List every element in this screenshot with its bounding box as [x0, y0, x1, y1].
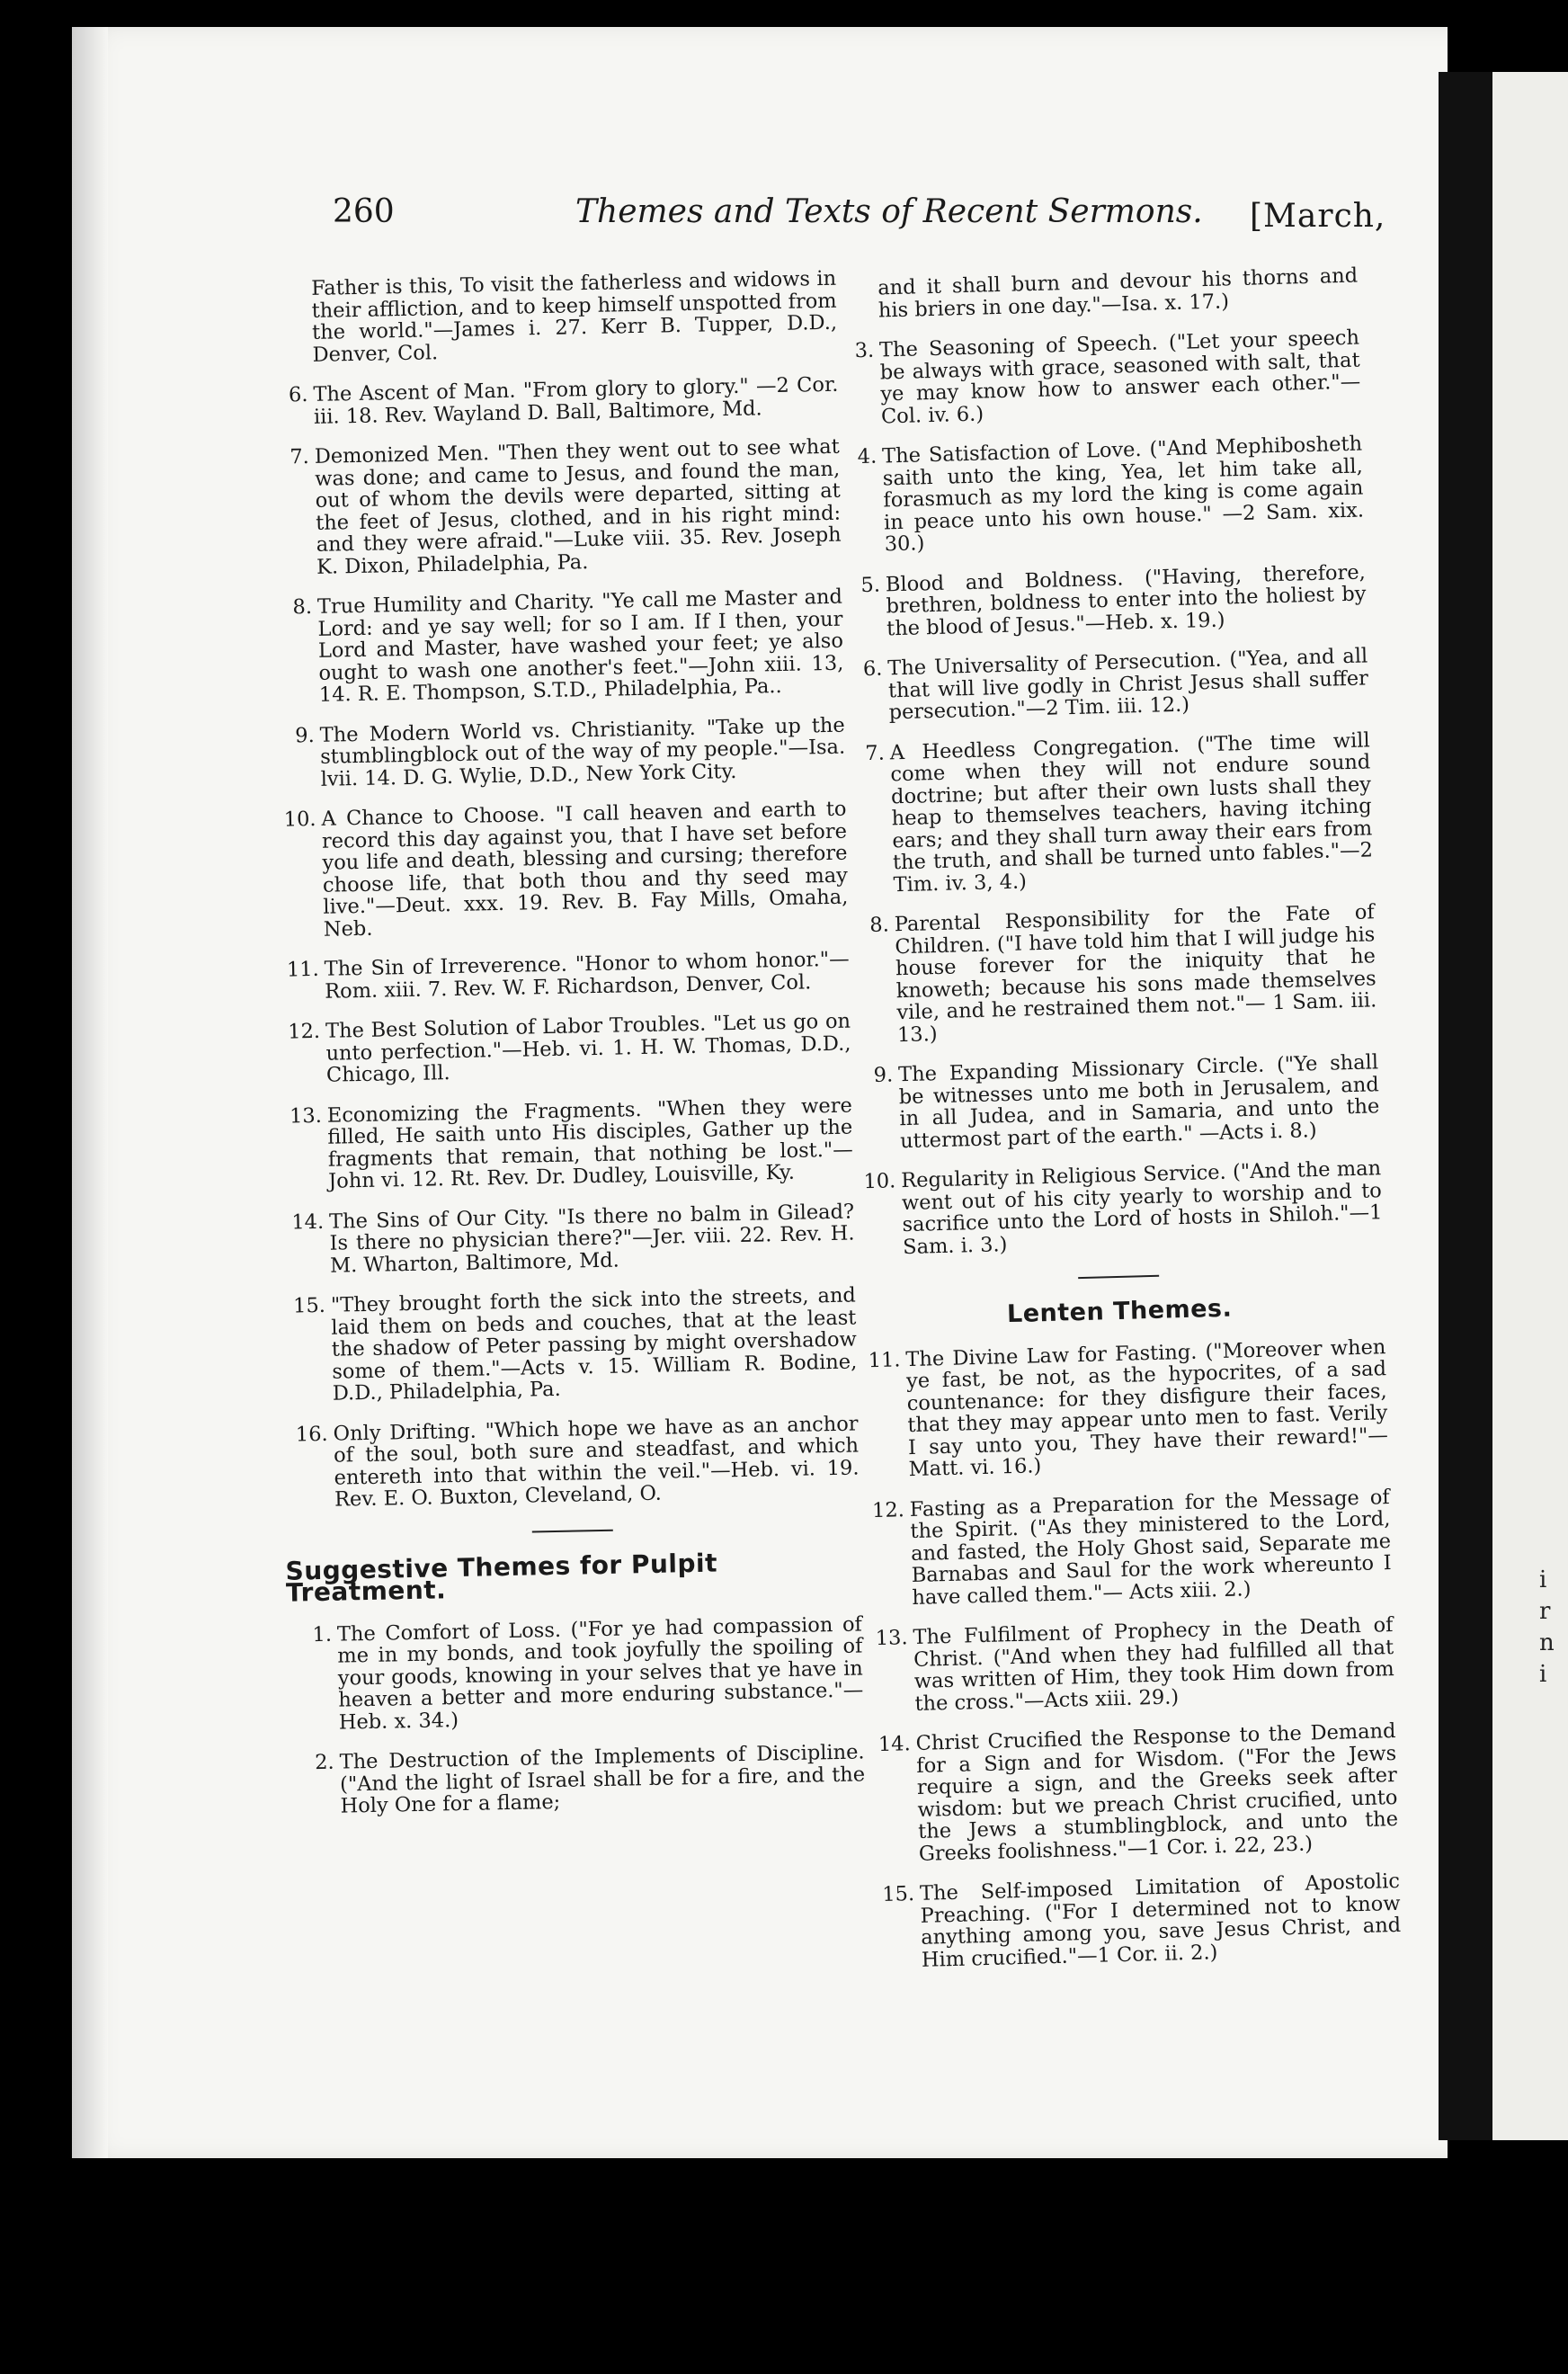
theme-entry — [289, 1741, 865, 1818]
entry-text: The Satisfaction of Love. ("And Mephibosheth saith unto the king, Yea, let him take all, forasmuch as my lord the king is come again in peace unto his own house." —2 Sam. xix. 30.) — [881, 432, 1365, 557]
lenten-entry — [865, 1720, 1399, 1866]
theme-entry — [287, 1613, 864, 1735]
page-binding-shadow — [72, 27, 108, 2158]
entry-text: A Chance to Choose. "I call heaven and earth to record this day against you, that I have set before you life and death, blessing and cursing; therefore choose life, that both thou and thy seed may live."—Deut. xxx. 19. Rev. B. Fay Mills, Omaha, Neb. — [321, 797, 849, 942]
sermon-entry — [264, 436, 842, 579]
facing-page-edge — [1492, 72, 1568, 2140]
entry-text: Fasting as a Preparation for the Message of the Spirit. ("As they ministered to the Lord, and fasted, the Holy Ghost said, Separate me Barnabas and Saul for the work whereunto I have called them."— Acts xiii. 2.) — [909, 1485, 1392, 1610]
theme-entry — [840, 729, 1374, 897]
entry-text: The Self-imposed Limitation of Apostolic Preaching. ("For I determined not to know anything among you, save Jesus Christ, and Him crucified."—1 Cor. ii. 2.) — [919, 1869, 1402, 1972]
section-divider — [532, 1529, 613, 1532]
sermon-entry — [275, 1011, 851, 1088]
sermon-entry — [263, 374, 839, 429]
entry-number: 10. — [863, 1169, 896, 1194]
theme-entry — [844, 901, 1378, 1047]
lenten-entry — [860, 1486, 1393, 1611]
book-gutter — [1439, 72, 1492, 2140]
section-heading: Lenten Themes. — [1006, 1294, 1233, 1329]
sermon-entry — [279, 1200, 855, 1278]
entry-text: Regularity in Religious Service. ("And the man went out of his city yearly to worship and to sacrifice unto the Lord of hosts in Shiloh."—1 Sam. i. 3.) — [900, 1156, 1383, 1259]
theme-entry — [835, 561, 1368, 641]
facing-letter: r — [1539, 1598, 1551, 1625]
running-header — [333, 184, 1394, 238]
entry-number: 14. — [878, 1732, 912, 1757]
running-title: Themes and Texts of Recent Sermons. — [575, 193, 1203, 230]
entry-text: Only Drifting. "Which hope we have as an anchor of the soul, both sure and steadfast, and which entereth into that within the veil."—Heb. vi. 19. Rev. E. O. Buxton, Cleveland, O. — [333, 1411, 860, 1512]
sermon-entry — [274, 949, 851, 1004]
entry-number: 9. — [295, 723, 316, 747]
entry-number: 12. — [871, 1497, 905, 1522]
entry-number: 7. — [865, 741, 886, 765]
lenten-entry — [855, 1336, 1389, 1482]
facing-page-letters — [1539, 1565, 1566, 1691]
entry-number: 3. — [854, 338, 875, 363]
entry-text: The Divine Law for Fasting. ("Moreover when ye fast, be not, as the hypocrites, of a sad countenance: for they disfigure their faces, that they may appear unto men to fast. Verily I say unto you, They have their reward!"—Matt. vi. 16.) — [905, 1334, 1389, 1482]
section-divider — [1078, 1275, 1159, 1279]
entry-text: Christ Crucified the Response to the Demand for a Sign and for Wisdom. ("For the Jews require a sign, and the Greeks seek after wisdom: but we preach Christ crucified, unto the Jews a stumblingblock, and unto the Greeks foolishness."—1 Cor. i. 22, 23.) — [915, 1719, 1399, 1866]
entry-number: 12. — [288, 1019, 321, 1044]
entry-number: 15. — [881, 1882, 915, 1907]
entry-number: 11. — [286, 957, 320, 982]
entry-text: Parental Responsibility for the Fate of Children. ("I have told him that I will judge his house forever for the iniquity that he knoweth; because his sons made themselves vile, and he restrained them not."— 1 Sam. iii. 13.) — [894, 900, 1377, 1047]
theme-entry — [837, 645, 1369, 725]
entry-text: The Sins of Our City. "Is there no balm in Gilead? Is there no physician there?"—Jer. viii. 22. Rev. H. M. Wharton, Baltimore, Md. — [328, 1200, 855, 1278]
facing-letter: n — [1539, 1629, 1555, 1656]
entry-number: 6. — [288, 383, 308, 407]
entry-number: 7. — [290, 445, 310, 469]
entry-text: The Comfort of Loss. ("For ye had compassion of me in my bonds, and took joyfully the spoiling of your goods, knowing in your selves that ye have in heaven a better and more enduring substance."—Heb. x. 34.) — [336, 1611, 864, 1735]
entry-text: A Heedless Congregation. ("The time will come when they will not endure sound doctrine; but after their own lusts shall they heap to themselves teachers, having itching ears; and they shall turn away their ears from the truth, and shall be turned unto fables."—2 Tim. iv. 3, 4.) — [889, 727, 1374, 897]
sermon-entry — [282, 1413, 860, 1512]
section-heading: Suggestive Themes for Pulpit Treatment. — [285, 1548, 718, 1608]
running-month: [March, — [1250, 198, 1386, 235]
entry-number: 8. — [292, 594, 313, 620]
facing-letter: i — [1539, 1661, 1547, 1688]
entry-number: 1. — [312, 1622, 333, 1647]
entry-text: Demonized Men. "Then they went out to see what was done; and came to Jesus, and found the man, out of whom the devils were departed, sitting at the feet of Jesus, clothed, and in his right mind: and they were afraid."—Luke viii. 35. Rev. Joseph K. Dixon, Philadelphia, Pa. — [314, 434, 842, 579]
sermon-entry — [271, 799, 849, 942]
entry-text: The Best Solution of Labor Troubles. "Let us go on unto perfection."—Heb. vi. 1. H. W. Thomas, D.D., Chicago, Ill. — [325, 1009, 851, 1087]
entry-text: The Expanding Missionary Circle. ("Ye shall be witnesses unto me both in Jerusalem, and in all Judea, and in Samaria, and unto the uttermost part of the earth." —Acts i. 8.) — [897, 1050, 1380, 1153]
entry-text: The Universality of Persecution. ("Yea, and all that will live godly in Christ Jesus shall suffer persecution."—2 Tim. iii. 12.) — [887, 644, 1369, 725]
sermon-entry — [281, 1285, 858, 1406]
entry-text: True Humility and Charity. "Ye call me Master and Lord: and ye say well; for so I am. If I then, your Lord and Master, have washed your feet; ye also ought to wash one another's feet."—John xiii. 13, 14. R. E. Thompson, S.T.D., Philadelphia, Pa.. — [316, 585, 844, 707]
entry-number: 13. — [875, 1626, 908, 1651]
entry-number: 9. — [873, 1063, 894, 1087]
entry-number: 8. — [869, 913, 890, 938]
entry-text: The Modern World vs. Christianity. "Take up the stumblingblock out of the way of my people."—Isa. lvii. 14. D. G. Wylie, D.D., New York City. — [319, 713, 846, 791]
entry-text: The Ascent of Man. "From glory to glory." —2 Cor. iii. 18. Rev. Wayland D. Ball, Baltimore, Md. — [313, 372, 839, 429]
entry-text: The Destruction of the Implements of Discipline. ("And the light of Israel shall be for a fire, and the Holy One for a flame; — [339, 1740, 866, 1818]
continuation-text: Father is this, To visit the fatherless and widows in their affliction, and to keep himself unspotted from the world."—James i. 27. Kerr B. Tupper, D.D., Denver, Col. — [310, 266, 838, 367]
theme-entry — [832, 433, 1365, 557]
entry-text: Economizing the Fragments. "When they were filled, He saith unto His disciples, Gather up the fragments that remain, that nothing be lost."—John vi. 12. Rt. Rev. Dr. Dudley, Louisville, Ky. — [326, 1093, 853, 1193]
entry-number: 13. — [289, 1103, 323, 1129]
entry-number: 16. — [295, 1422, 328, 1446]
entry-number: 15. — [292, 1293, 326, 1318]
theme-entry — [848, 1051, 1380, 1153]
left-column — [261, 268, 866, 1836]
continuation-text: and it shall burn and devour his thorns and his briers in one day."—Isa. x. 17.) — [877, 263, 1359, 323]
sermon-entry — [277, 1094, 854, 1193]
entry-number: 4. — [857, 444, 878, 469]
entry-text: The Seasoning of Speech. ("Let your speech be always with grace, seasoned with salt, that ye may know how to answer each other."—Col. iv. 6.) — [878, 326, 1361, 428]
page-number: 260 — [333, 193, 395, 230]
entry-number: 5. — [860, 573, 881, 597]
sermon-entry — [270, 714, 846, 791]
entry-number: 2. — [314, 1750, 334, 1775]
theme-entry — [851, 1157, 1383, 1259]
right-column — [827, 265, 1403, 1991]
entry-number: 10. — [283, 807, 316, 832]
entry-text: The Fulfilment of Prophecy in the Death of Christ. ("And when they had fulfilled all that was written of Him, they took Him down from the cross."—Acts xiii. 29.) — [913, 1613, 1395, 1716]
lenten-entry — [862, 1614, 1394, 1716]
sermon-entry — [267, 586, 844, 708]
facing-letter: i — [1539, 1566, 1547, 1593]
lenten-entry — [869, 1870, 1402, 1972]
entry-number: 6. — [862, 656, 883, 682]
entry-text: Blood and Boldness. ("Having, therefore, brethren, boldness to enter into the holiest by the blood of Jesus."—Heb. x. 19.) — [885, 559, 1367, 640]
theme-entry — [829, 327, 1361, 429]
entry-text: "They brought forth the sick into the streets, and laid them on beds and couches, that at the least the shadow of Peter passing by might overshadow some of them."—Acts v. 15. William R. Bodine, D.D., Philadelphia, Pa. — [330, 1283, 858, 1406]
entry-number: 11. — [868, 1347, 901, 1372]
entry-number: 14. — [291, 1209, 325, 1235]
entry-text: The Sin of Irreverence. "Honor to whom honor."—Rom. xiii. 7. Rev. W. F. Richardson, Denver, Col. — [324, 947, 850, 1004]
